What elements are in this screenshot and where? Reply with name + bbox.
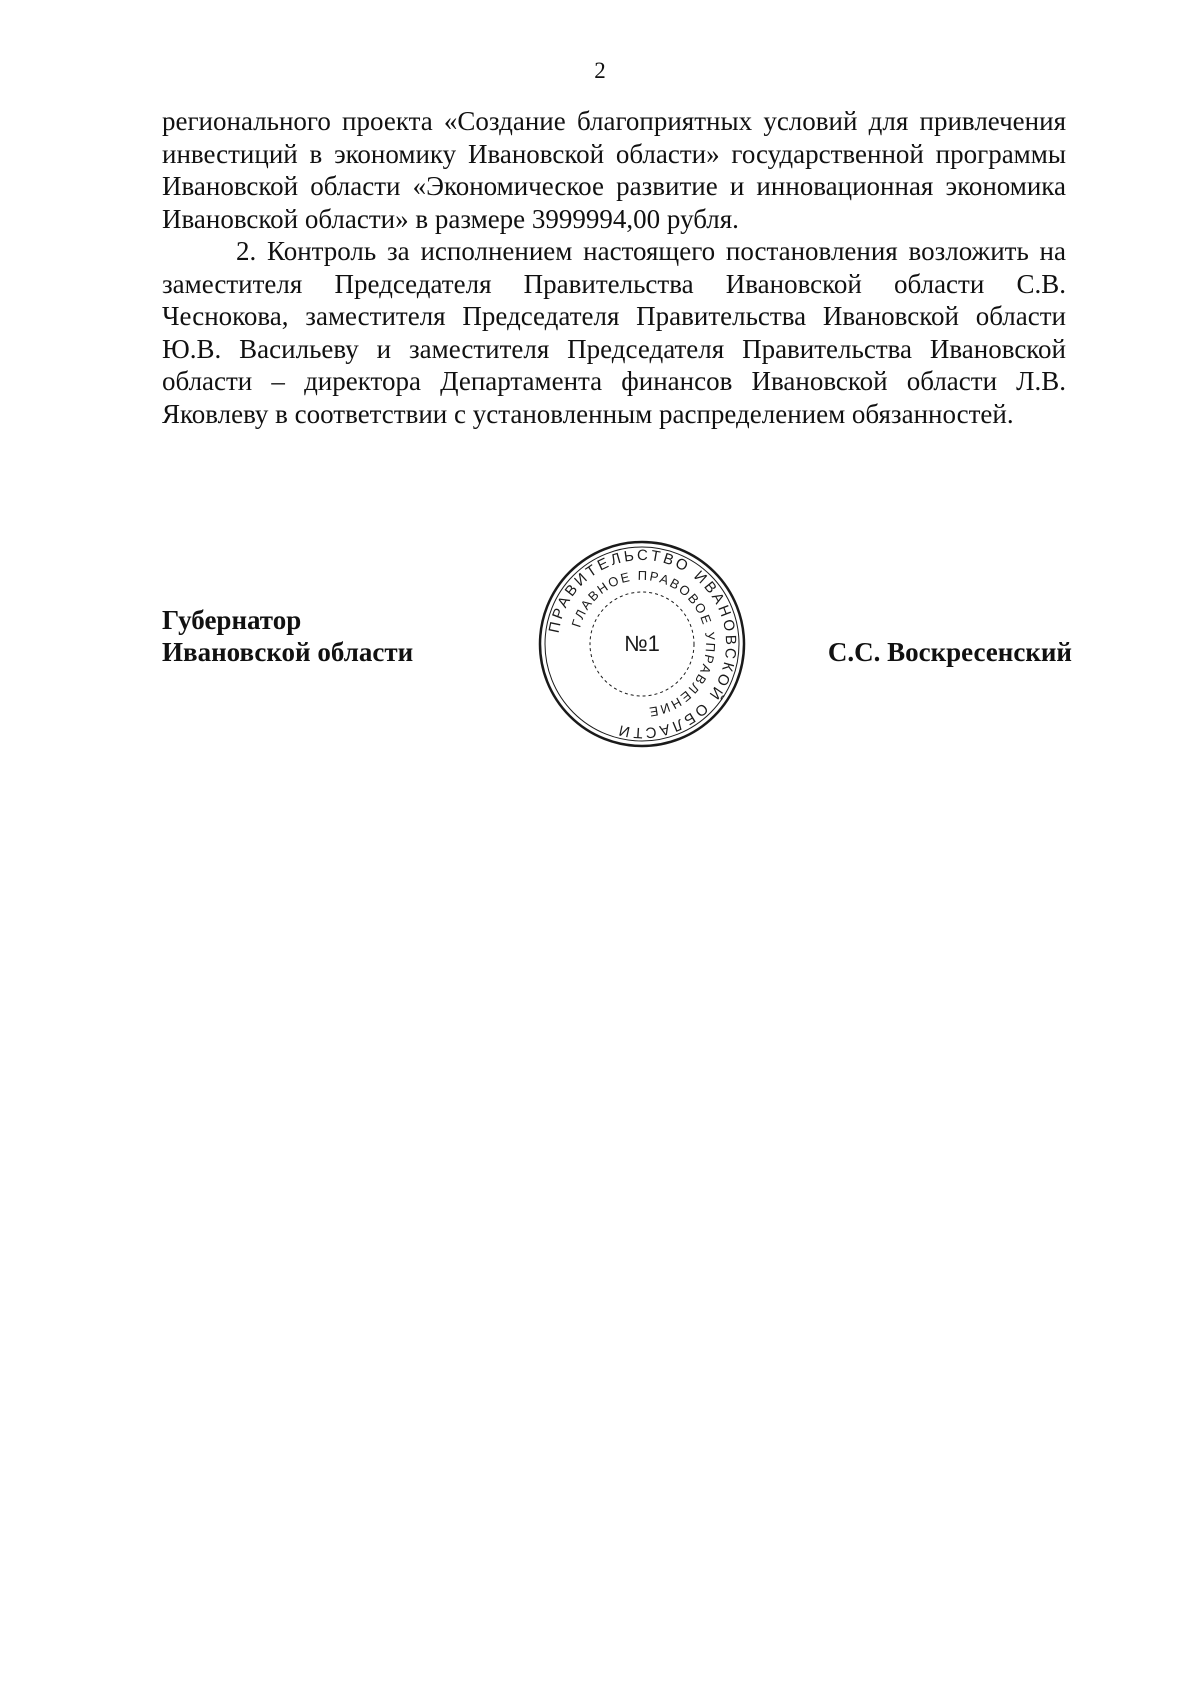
seal-number: №1 [624,631,660,656]
signatory-position-line-2: Ивановской области [162,637,414,667]
seal-outer-text: ПРАВИТЕЛЬСТВО ИВАНОВСКОЙ ОБЛАСТИ [545,546,740,742]
paragraph-2: 2. Контроль за исполнением настоящего постановления возложить на заместителя Председателя Правительства Ивановской области С.В. Чеснокова, заместителя Председателя Правительства Ивановской области Ю.В. Васильеву и заместителя Председателя Правительства Ивановской области – директора Департамента финансов Ивановской области Л.В. Яковлеву в соответствии с установленным распределением обязанностей. [162,236,1066,429]
paragraph-1: регионального проекта «Создание благоприятных условий для привлечения инвестиций в экономику Ивановской области» государственной программы Ивановской области «Экономическое развитие и инновационная экономика Ивановской области» в размере 3999994,00 рубля. [162,106,1066,234]
official-seal [537,539,747,749]
page-number: 2 [594,58,606,83]
seal-stamp-icon [537,539,747,749]
seal-inner-text: ГЛАВНОЕ ПРАВОВОЕ УПРАВЛЕНИЕ [568,567,719,720]
signatory-position [162,604,413,668]
signatory-name: С.С. Воскресенский [827,637,1072,667]
signatory-position-line-1: Губернатор [162,605,302,635]
document-body [162,105,1066,430]
